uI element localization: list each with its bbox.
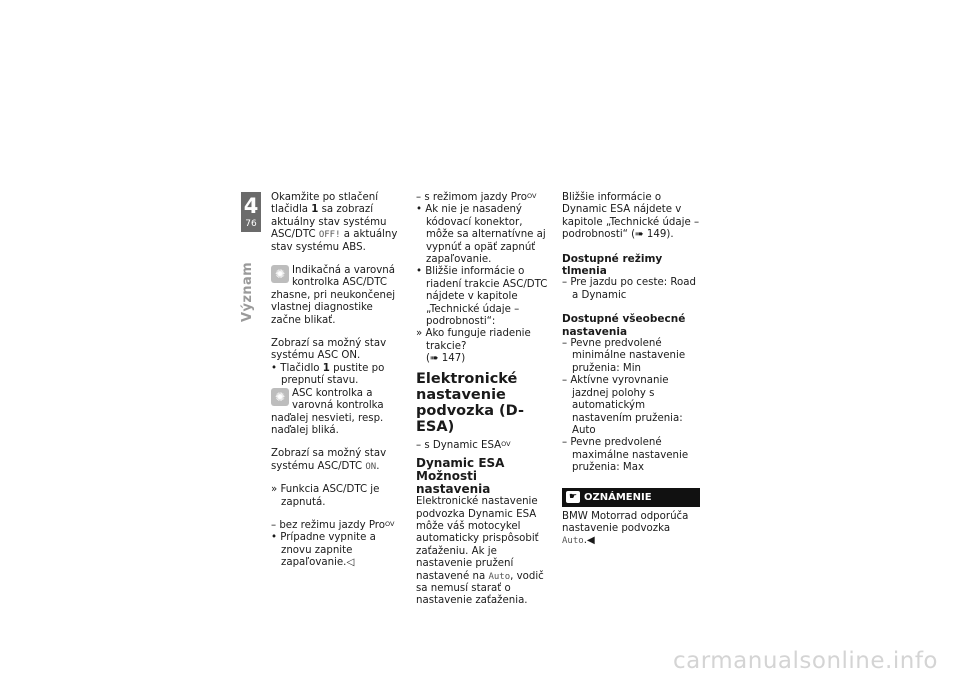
dash-item: – s Dynamic $ESA^{OV}$	[416, 439, 511, 451]
hand-point-icon: ☛	[566, 491, 580, 503]
dash-item: – s režimom jazdy Pro$^{OV}$	[416, 192, 537, 203]
paragraph: Elektronické nastavenie podvozka Dynamic ESA môže váš motocykel automaticky prispôsobiť zaťaženiu. Ak je nastavenie pružení nastavené na Auto, vodič sa nemusí starať o nastavenie zaťaženia.	[416, 496, 544, 607]
notice-banner	[562, 488, 700, 507]
list-item: • Bližšie informácie o riadení trakcie ASC/DTC nájdete v kapitole „Technické údaje – podrobnosti“:	[416, 266, 548, 328]
column-3	[562, 192, 700, 548]
side-chapter-label: Význam	[240, 261, 255, 322]
list-item: • Ak nie je nasadený kódovací konektor, môže sa alternatívne aj vypnúť a opäť zapnúť zapaľovanie.	[416, 204, 546, 266]
dash-item: – Pevne predvolené minimálne nastavenie pruženia: Min	[562, 338, 686, 374]
warning-light-icon: ✺	[271, 265, 289, 283]
page-number: 76	[245, 219, 257, 229]
paragraph: Zobrazí sa možný stav systému ASC/DTC ON.	[271, 448, 387, 472]
watermark: carmanualsonline.info	[672, 648, 938, 674]
chapter-number: 4	[243, 194, 259, 218]
paragraph: BMW Motorrad odporúča nastavenie podvozka Auto.◀	[562, 510, 689, 547]
warning-note: ✺ ASC kontrolka a varovná kontrolka naďalej nesvieti, resp. naďalej bliká.	[271, 387, 384, 436]
dash-item: – Pre jazdu po ceste: Road a Dynamic	[562, 277, 696, 301]
notice-label: OZNÁMENIE	[584, 491, 652, 503]
subheading: Dostupné všeobecné nastavenia	[562, 313, 686, 338]
paragraph: Bližšie informácie o Dynamic ESA nájdete v kapitole „Technické údaje – podrobnosti“ (➠ 149).	[562, 192, 700, 241]
paragraph: Zobrazí sa možný stav systému ASC ON.	[271, 338, 387, 362]
paragraph: Okamžite po stlačení tlačidla 1 sa zobrazí aktuálny stav systému ASC/DTC OFF! a aktuálny stav systému ABS.	[271, 192, 398, 253]
warning-note: ✺ Indikačná a varovná kontrolka ASC/DTC zhasne, pri neukončenej vlastnej diagnostike začne blikať.	[271, 265, 396, 326]
column-1	[271, 192, 403, 570]
subheading: Dostupné režimy tlmenia	[562, 252, 663, 278]
subsection-heading: Dynamic ESA Možnosti nastavenia	[416, 456, 505, 497]
warning-light-icon: ✺	[271, 388, 289, 406]
page-reference: (➠ 147)	[426, 353, 466, 365]
result-item: » Ako funguje riadenie trakcie?	[416, 328, 531, 352]
list-item: • Prípadne vypnite a znovu zapnite zapaľovanie.◁	[271, 532, 376, 569]
list-item: • Tlačidlo 1 pustite po prepnutí stavu.	[271, 362, 385, 387]
result-item: » Funkcia ASC/DTC je zapnutá.	[271, 484, 380, 508]
dash-item: – Pevne predvolené maximálne nastavenie pruženia: Max	[562, 437, 689, 474]
column-2	[416, 192, 552, 608]
dash-item: – bez režimu jazdy Pro$^{OV}$	[271, 519, 395, 531]
dash-item: – Aktívne vyrovnanie jazdnej polohy s automatickým nastavením pruženia: Auto	[562, 375, 683, 436]
section-heading: Elektronické nastavenie podvozka (D-ESA)	[416, 370, 524, 435]
chapter-tab	[241, 192, 261, 232]
